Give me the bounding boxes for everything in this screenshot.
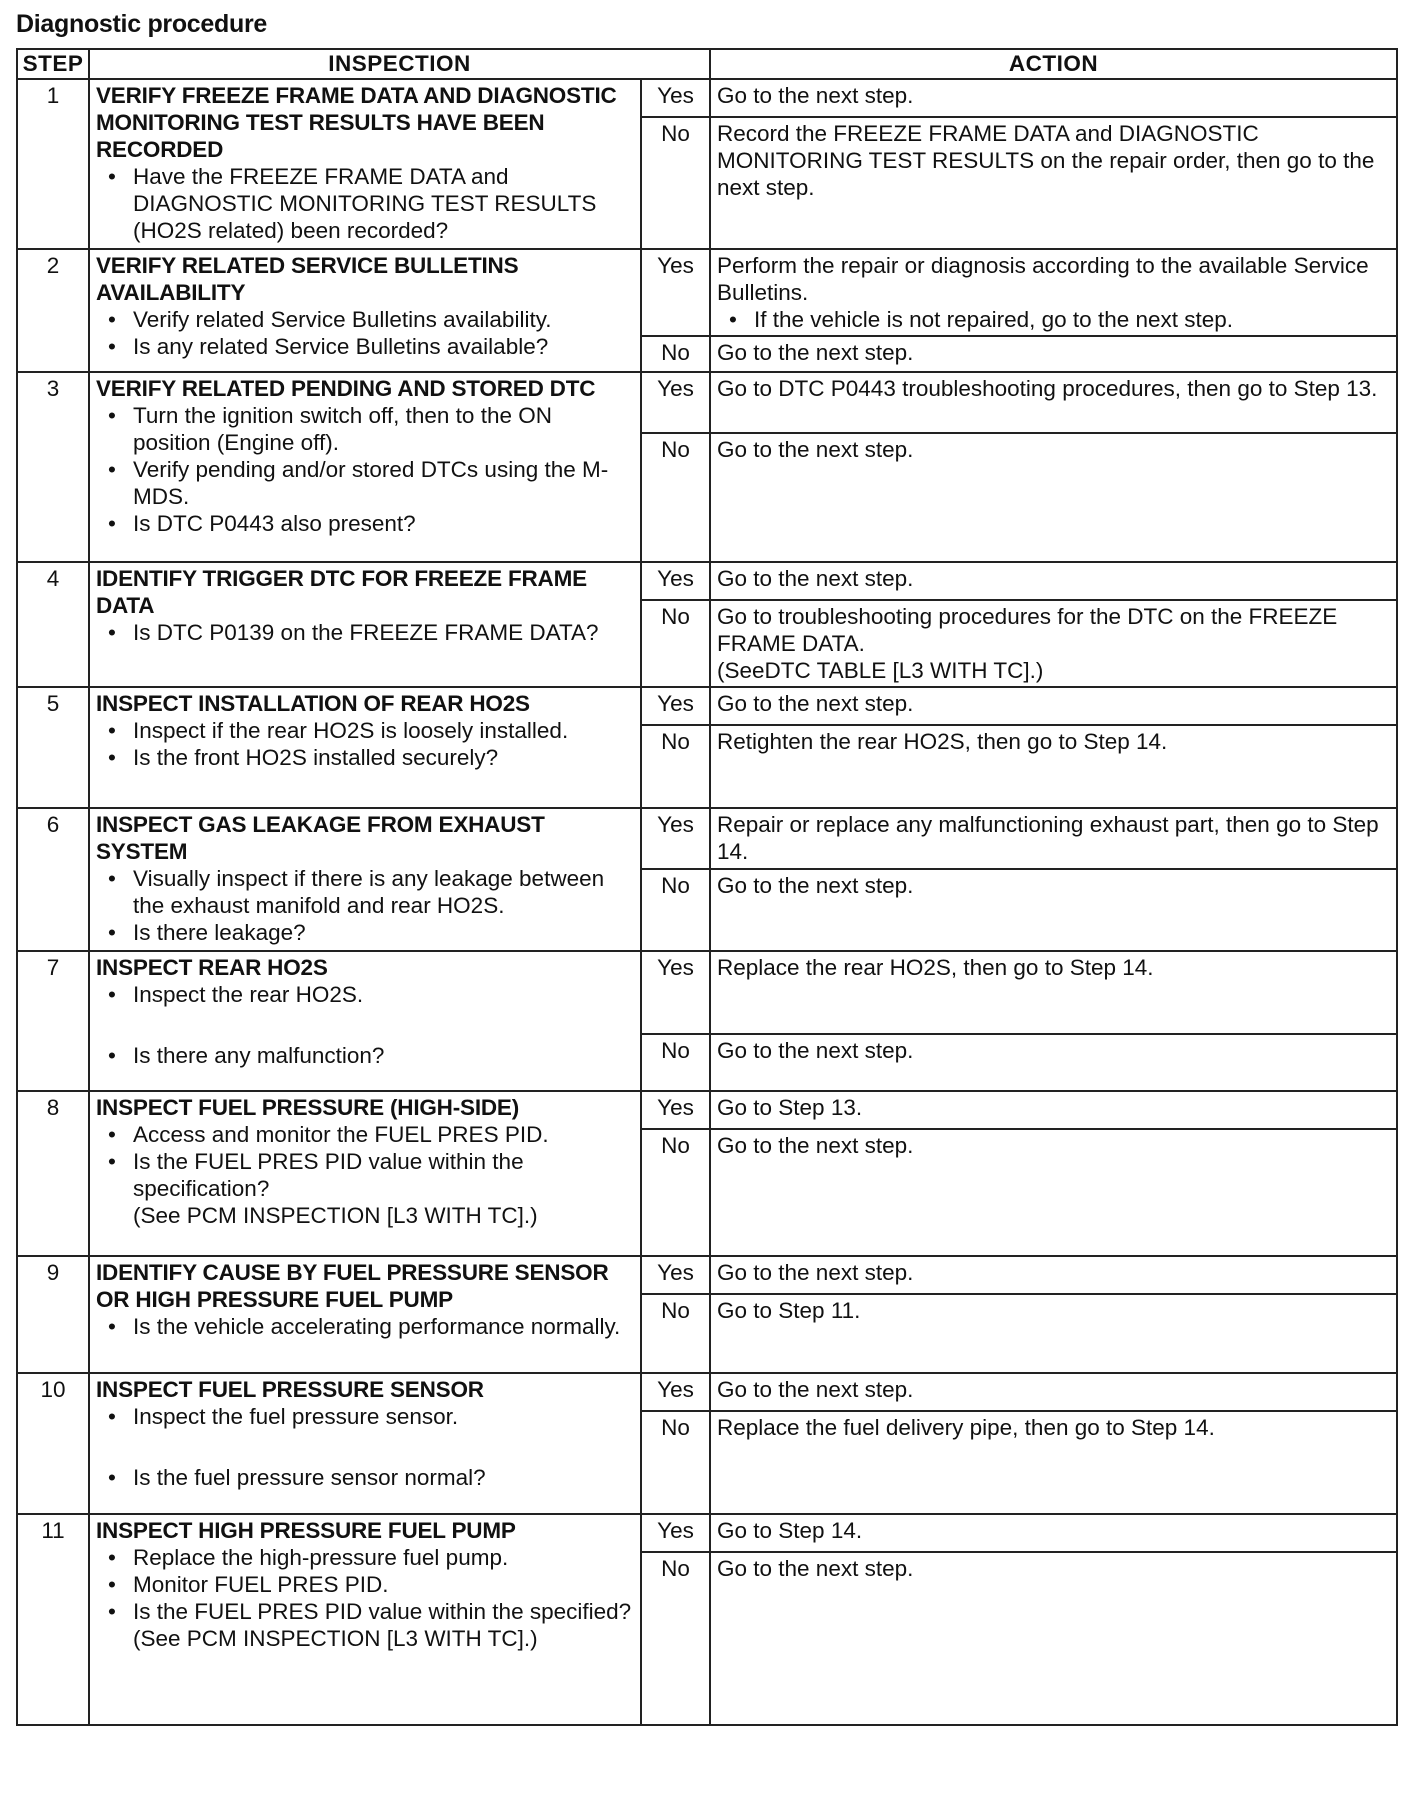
step-number: 9	[17, 1256, 89, 1373]
inspection-bullet: • Inspect if the rear HO2S is loosely installed.	[96, 717, 634, 744]
step-number: 1	[17, 79, 89, 249]
inspection-title: INSPECT FUEL PRESSURE (HIGH-SIDE)	[96, 1095, 520, 1120]
inspection-bullets	[96, 1403, 634, 1491]
yes-action	[710, 1514, 1397, 1552]
yes-label: Yes	[641, 1091, 710, 1129]
inspection-bullet: • Have the FREEZE FRAME DATA and DIAGNOSTIC MONITORING TEST RESULTS (HO2S related) been recorded?	[96, 163, 634, 244]
yes-label: Yes	[641, 1514, 710, 1552]
no-label: No	[641, 1552, 710, 1725]
inspection-cell	[89, 1373, 641, 1514]
step-row-yes	[17, 372, 1397, 433]
no-action	[710, 869, 1397, 951]
yes-action-text: Go to the next step.	[717, 691, 914, 716]
inspection-title: INSPECT INSTALLATION OF REAR HO2S	[96, 691, 530, 716]
no-label: No	[641, 1411, 710, 1514]
no-action-text: Go to Step 11.	[717, 1298, 861, 1323]
yes-action	[710, 808, 1397, 869]
step-number: 4	[17, 562, 89, 687]
inspection-bullets	[96, 619, 634, 646]
yes-action-text: Replace the rear HO2S, then go to Step 14.	[717, 955, 1154, 980]
yes-label: Yes	[641, 372, 710, 433]
inspection-bullets	[96, 1313, 634, 1340]
step-row-yes	[17, 1256, 1397, 1294]
yes-action-text: Go to DTC P0443 troubleshooting procedures, then go to Step 13.	[717, 376, 1378, 401]
no-action	[710, 600, 1397, 687]
no-label: No	[641, 433, 710, 562]
step-number: 11	[17, 1514, 89, 1725]
inspection-bullet: • Is there leakage?	[96, 919, 634, 946]
inspection-bullets	[96, 402, 634, 537]
inspection-bullet: • Inspect the fuel pressure sensor.	[96, 1403, 634, 1430]
inspection-bullet: • Inspect the rear HO2S.	[96, 981, 634, 1008]
inspection-bullets	[96, 1121, 634, 1229]
action-bullets	[717, 306, 1390, 333]
inspection-title: INSPECT FUEL PRESSURE SENSOR	[96, 1377, 484, 1402]
inspection-bullets	[96, 306, 634, 360]
step-number: 5	[17, 687, 89, 808]
no-label: No	[641, 725, 710, 808]
no-label: No	[641, 336, 710, 372]
header-step: STEP	[17, 49, 89, 79]
no-action-text: Record the FREEZE FRAME DATA and DIAGNOSTIC MONITORING TEST RESULTS on the repair order, then go to the next step.	[717, 121, 1375, 200]
inspection-cell	[89, 79, 641, 249]
inspection-bullets	[96, 717, 634, 771]
inspection-title: VERIFY RELATED SERVICE BULLETINS AVAILABILITY	[96, 253, 519, 305]
inspection-title: IDENTIFY CAUSE BY FUEL PRESSURE SENSOR OR HIGH PRESSURE FUEL PUMP	[96, 1260, 609, 1312]
no-label: No	[641, 600, 710, 687]
no-label: No	[641, 1034, 710, 1091]
inspection-cell	[89, 951, 641, 1091]
yes-label: Yes	[641, 562, 710, 600]
yes-action	[710, 951, 1397, 1034]
no-action-text: Go to the next step.	[717, 1038, 914, 1063]
no-action	[710, 117, 1397, 249]
inspection-bullet: • Monitor FUEL PRES PID.	[96, 1571, 634, 1598]
step-row-yes	[17, 1514, 1397, 1552]
inspection-bullet: • Verify pending and/or stored DTCs using the M-MDS.	[96, 456, 634, 510]
yes-action-text: Go to Step 13.	[717, 1095, 863, 1120]
yes-action-text: Go to the next step.	[717, 83, 914, 108]
yes-action-text: Go to Step 14.	[717, 1518, 863, 1543]
step-row-yes	[17, 1091, 1397, 1129]
step-number: 8	[17, 1091, 89, 1256]
step-row-yes	[17, 562, 1397, 600]
inspection-bullet: • Replace the high-pressure fuel pump.	[96, 1544, 634, 1571]
inspection-bullet: • Is DTC P0443 also present?	[96, 510, 634, 537]
yes-label: Yes	[641, 951, 710, 1034]
step-number: 3	[17, 372, 89, 562]
header-inspection: INSPECTION	[89, 49, 710, 79]
inspection-title: VERIFY FREEZE FRAME DATA AND DIAGNOSTIC MONITORING TEST RESULTS HAVE BEEN RECORDED	[96, 83, 617, 162]
yes-action-text: Go to the next step.	[717, 566, 914, 591]
inspection-bullet: • Verify related Service Bulletins availability.	[96, 306, 634, 333]
inspection-bullet: • Is the FUEL PRES PID value within the specification? (See PCM INSPECTION [L3 WITH TC].)	[96, 1148, 634, 1229]
yes-action	[710, 372, 1397, 433]
inspection-title: INSPECT GAS LEAKAGE FROM EXHAUST SYSTEM	[96, 812, 545, 864]
step-number: 10	[17, 1373, 89, 1514]
inspection-bullets	[96, 1544, 634, 1652]
step-number: 6	[17, 808, 89, 951]
no-action-text: Go to troubleshooting procedures for the DTC on the FREEZE FRAME DATA. (SeeDTC TABLE [L3 WITH TC].)	[717, 604, 1338, 683]
no-action-text: Go to the next step.	[717, 340, 914, 365]
yes-action	[710, 687, 1397, 725]
inspection-bullet: • Visually inspect if there is any leakage between the exhaust manifold and rear HO2S.	[96, 865, 634, 919]
no-label: No	[641, 1294, 710, 1373]
yes-label: Yes	[641, 687, 710, 725]
yes-action	[710, 1256, 1397, 1294]
inspection-bullets	[96, 865, 634, 946]
table-body	[17, 79, 1397, 1725]
action-bullet: • If the vehicle is not repaired, go to the next step.	[717, 306, 1390, 333]
step-number: 7	[17, 951, 89, 1091]
no-action	[710, 433, 1397, 562]
no-action	[710, 1294, 1397, 1373]
no-action	[710, 336, 1397, 372]
inspection-bullets	[96, 981, 634, 1069]
inspection-bullet: • Is the vehicle accelerating performance normally.	[96, 1313, 634, 1340]
step-row-yes	[17, 951, 1397, 1034]
yes-action	[710, 1373, 1397, 1411]
inspection-bullet: • Is the fuel pressure sensor normal?	[96, 1464, 634, 1491]
no-action	[710, 1411, 1397, 1514]
no-action-text: Go to the next step.	[717, 437, 914, 462]
yes-action	[710, 1091, 1397, 1129]
inspection-bullet: • Turn the ignition switch off, then to the ON position (Engine off).	[96, 402, 634, 456]
yes-label: Yes	[641, 1256, 710, 1294]
step-row-yes	[17, 249, 1397, 336]
inspection-bullet: • Access and monitor the FUEL PRES PID.	[96, 1121, 634, 1148]
inspection-cell	[89, 1091, 641, 1256]
no-label: No	[641, 117, 710, 249]
yes-label: Yes	[641, 1373, 710, 1411]
inspection-cell	[89, 372, 641, 562]
step-row-yes	[17, 1373, 1397, 1411]
inspection-title: IDENTIFY TRIGGER DTC FOR FREEZE FRAME DATA	[96, 566, 587, 618]
no-action-text: Retighten the rear HO2S, then go to Step 14.	[717, 729, 1168, 754]
inspection-cell	[89, 562, 641, 687]
yes-action-text: Go to the next step.	[717, 1377, 914, 1402]
yes-action	[710, 249, 1397, 336]
yes-action-text: Perform the repair or diagnosis according to the available Service Bulletins.	[717, 253, 1369, 305]
step-row-yes	[17, 687, 1397, 725]
inspection-bullet: • Is any related Service Bulletins available?	[96, 333, 634, 360]
inspection-bullet: • Is the front HO2S installed securely?	[96, 744, 634, 771]
inspection-bullet: • Is DTC P0139 on the FREEZE FRAME DATA?	[96, 619, 634, 646]
inspection-bullets	[96, 163, 634, 244]
step-number: 2	[17, 249, 89, 372]
diagnostic-procedure-table	[16, 48, 1398, 1726]
inspection-cell	[89, 808, 641, 951]
yes-action	[710, 562, 1397, 600]
no-action-text: Go to the next step.	[717, 1556, 914, 1581]
step-row-yes	[17, 808, 1397, 869]
yes-label: Yes	[641, 79, 710, 117]
no-action	[710, 1552, 1397, 1725]
inspection-cell	[89, 1514, 641, 1725]
yes-label: Yes	[641, 808, 710, 869]
inspection-title: INSPECT HIGH PRESSURE FUEL PUMP	[96, 1518, 516, 1543]
no-action-text: Go to the next step.	[717, 1133, 914, 1158]
yes-action	[710, 79, 1397, 117]
no-action-text: Replace the fuel delivery pipe, then go to Step 14.	[717, 1415, 1215, 1440]
no-action-text: Go to the next step.	[717, 873, 914, 898]
no-label: No	[641, 1129, 710, 1256]
no-action	[710, 1129, 1397, 1256]
inspection-cell	[89, 687, 641, 808]
header-action: ACTION	[710, 49, 1397, 79]
inspection-bullet: • Is the FUEL PRES PID value within the specified? (See PCM INSPECTION [L3 WITH TC].)	[96, 1598, 634, 1652]
step-row-yes	[17, 79, 1397, 117]
no-label: No	[641, 869, 710, 951]
no-action	[710, 725, 1397, 808]
yes-label: Yes	[641, 249, 710, 336]
inspection-cell	[89, 249, 641, 372]
table-header-row	[17, 49, 1397, 79]
inspection-bullet: • Is there any malfunction?	[96, 1042, 634, 1069]
inspection-title: INSPECT REAR HO2S	[96, 955, 328, 980]
page-title: Diagnostic procedure	[16, 10, 267, 38]
inspection-cell	[89, 1256, 641, 1373]
no-action	[710, 1034, 1397, 1091]
inspection-title: VERIFY RELATED PENDING AND STORED DTC	[96, 376, 596, 401]
yes-action-text: Go to the next step.	[717, 1260, 914, 1285]
yes-action-text: Repair or replace any malfunctioning exhaust part, then go to Step 14.	[717, 812, 1379, 864]
